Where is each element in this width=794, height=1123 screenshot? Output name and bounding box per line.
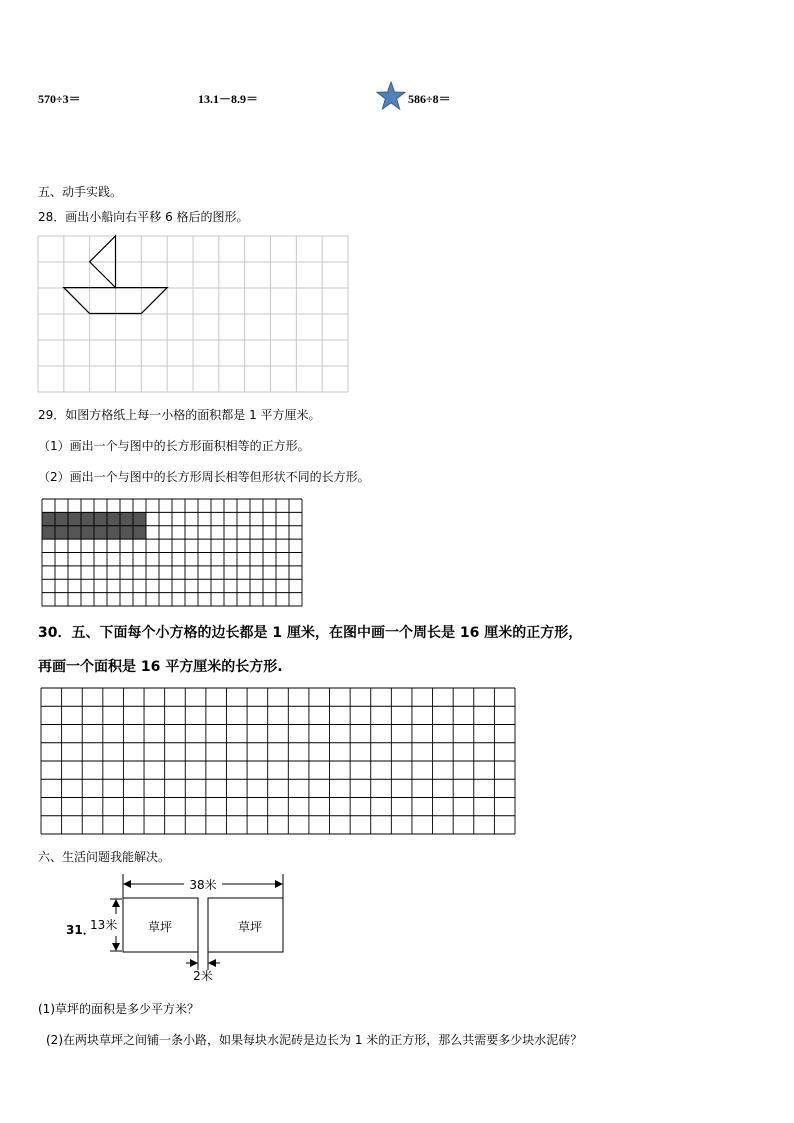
q29-part1: （1）画出一个与图中的长方形面积相等的正方形。 <box>38 439 310 453</box>
q29-text: 29．如图方格纸上每一小格的面积都是 1 平方厘米。 <box>38 408 321 422</box>
calc-item-1: 570÷3＝ <box>38 92 81 106</box>
q30-line1: 30．五、下面每个小方格的边长都是 1 厘米，在图中画一个周长是 16 厘米的正方形， <box>38 625 583 641</box>
q29-grid <box>42 499 302 606</box>
q28-grid <box>38 236 348 392</box>
q31-figure <box>88 870 298 985</box>
height-label: 13米 <box>90 918 118 932</box>
section6-heading: 六、生活问题我能解决。 <box>38 850 171 864</box>
q28-text: 28．画出小船向右平移 6 格后的图形。 <box>38 210 249 224</box>
q31-number: 31． <box>66 923 95 937</box>
calc-item-3: 586÷8＝ <box>408 92 451 106</box>
q30-grid <box>41 688 515 834</box>
q31-sub2: (2)在两块草坪之间铺一条小路，如果每块水泥砖是边长为 1 米的正方形，那么共需要多少块水泥砖？ <box>46 1033 583 1047</box>
lawn-left-label: 草坪 <box>147 920 173 934</box>
section5-heading: 五、动手实践。 <box>38 185 123 199</box>
q30-line2: 再画一个面积是 16 平方厘米的长方形. <box>38 659 283 675</box>
calc-item-2: 13.1－8.9＝ <box>198 92 259 106</box>
q29-part2: （2）画出一个与图中的长方形周长相等但形状不同的长方形。 <box>38 470 370 484</box>
width-label: 38米 <box>189 878 217 892</box>
path-label: 2米 <box>193 969 213 983</box>
star-icon <box>376 81 406 111</box>
lawn-right-label: 草坪 <box>237 920 263 934</box>
q31-sub1: (1)草坪的面积是多少平方米？ <box>38 1002 199 1016</box>
